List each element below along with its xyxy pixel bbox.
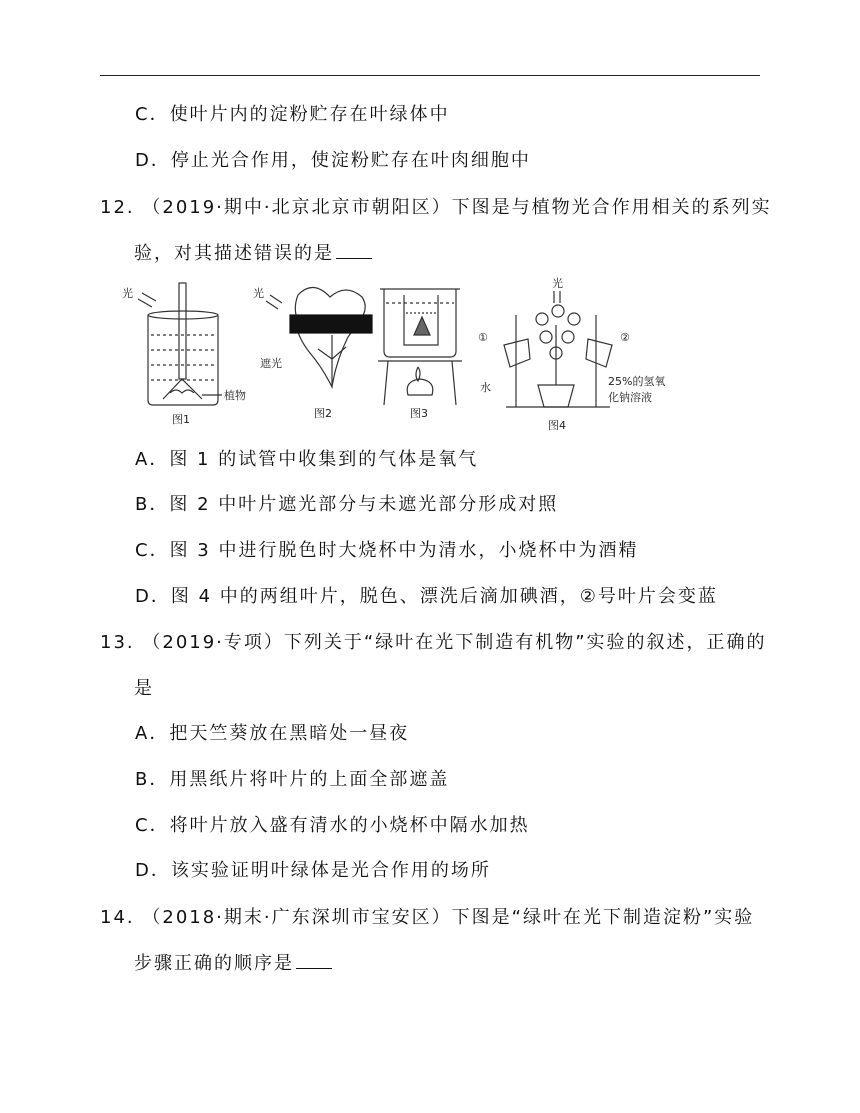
q12-option-b: B．图 2 中叶片遮光部分与未遮光部分形成对照 [135,494,559,515]
q13-option-c: C．将叶片放入盛有清水的小烧杯中隔水加热 [135,815,530,836]
figure3 [378,289,462,420]
question-stem: （2019·专项）下列关于“绿叶在光下制造有机物”实验的叙述，正确的 [142,632,767,653]
figure4 [478,276,665,432]
question-stem: （2018·期末·广东深圳市宝安区）下图是“绿叶在光下制造淀粉”实验 [142,907,755,928]
question-stem: （2019·期中·北京北京市朝阳区）下图是与植物光合作用相关的系列实 [142,197,772,218]
fig4-naoh-label-2: 化钠溶液 [608,391,652,404]
fig2-caption: 图2 [314,407,332,420]
fig1-light-label: 光 [122,287,133,300]
q12-option-a: A．图 1 的试管中收集到的气体是氧气 [135,449,479,470]
question-12 [100,196,772,220]
fig4-circle2: ② [620,331,630,344]
fig4-naoh-label-1: 25%的氢氧 [608,375,666,388]
fig4-light-label: 光 [552,277,563,290]
fig2-light-label: 光 [253,287,264,300]
q12-option-d: D．图 4 中的两组叶片，脱色、漂洗后滴加碘酒，②号叶片会变蓝 [135,586,718,607]
header-rule [100,75,760,76]
question-14 [100,906,754,930]
option-d-prev: D．停止光合作用，使淀粉贮存在叶肉细胞中 [135,150,531,171]
question-number: 13. [100,632,135,653]
fig3-caption: 图3 [410,407,428,420]
question-stem-cont: 步骤正确的顺序是 [134,953,294,974]
question-13-cont: 是 [134,678,154,699]
option-c-prev: C．使叶片内的淀粉贮存在叶绿体中 [135,104,450,125]
q12-option-c: C．图 3 中进行脱色时大烧杯中为清水，小烧杯中为酒精 [135,540,639,561]
fig4-caption: 图4 [548,419,566,432]
answer-blank [296,952,332,969]
q13-option-b: B．用黑纸片将叶片的上面全部遮盖 [135,769,450,790]
question-12-cont [134,242,372,266]
question-13 [100,631,767,655]
experiment-figure [118,275,666,440]
question-stem-cont: 验，对其描述错误的是 [134,243,334,264]
question-number: 14. [100,907,135,928]
experiment-svg [118,275,666,440]
fig1-caption: 图1 [172,413,190,426]
answer-blank [336,242,372,259]
fig1-plant-label: 植物 [224,389,246,402]
figure2 [253,286,372,420]
q13-option-a: A．把天竺葵放在黑暗处一昼夜 [135,723,410,744]
question-14-cont [134,952,332,976]
fig4-water-label: 水 [480,381,491,394]
figure1 [122,283,246,426]
fig2-shade-label: 遮光 [260,357,282,370]
question-number: 12. [100,197,135,218]
fig4-circle1: ① [478,331,488,344]
q13-option-d: D．该实验证明叶绿体是光合作用的场所 [135,860,491,881]
